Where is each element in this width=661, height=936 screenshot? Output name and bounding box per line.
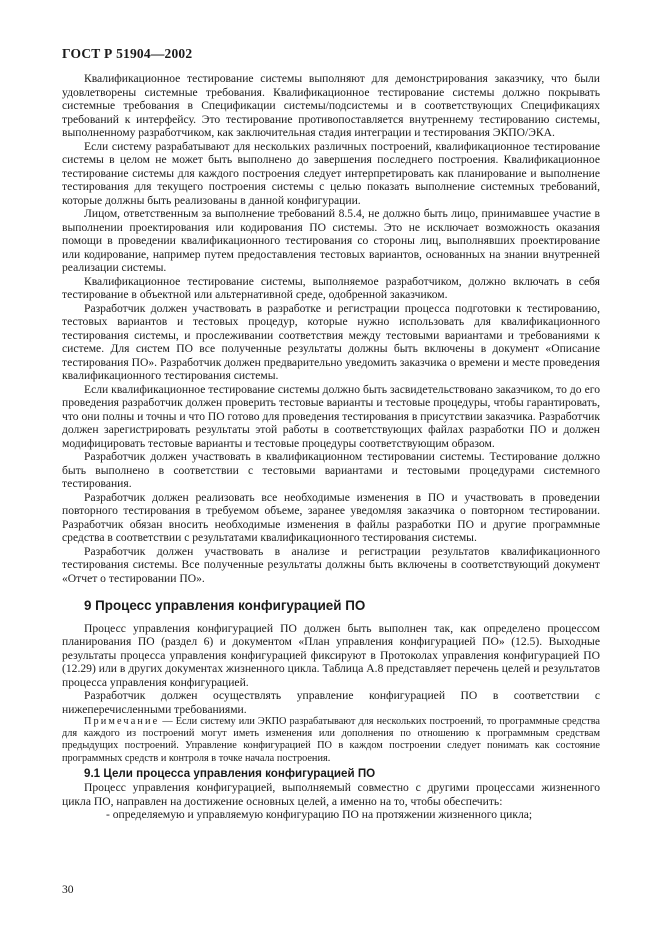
paragraph: Квалификационное тестирование системы выполняют для демонстрирования заказчику, что были удовлетворены системные требования. Квалификационное тестирование системы должно покрывать системные требования в Спецификации системы/подсистемы и в соответствующих Спецификациях требований к интерфейсу. Это тестирование противопоставляется внутреннему тестированию системы, выполненному разработчиком, как заключительная стадия интеграции и тестирования ЭКПО/ЭКА. [62,72,600,139]
paragraph: Разработчик должен участвовать в квалификационном тестировании системы. Тестирование должно быть выполнено в соответствии с тестовыми вариантами и тестовыми процедурами системного тестирования. [62,450,600,490]
paragraph: Процесс управления конфигурацией ПО должен быть выполнен так, как определено процессом планирования ПО (раздел 6) и документом «План управления конфигурацией ПО» (12.5). Выходные результаты процесса управления конфигурацией фиксируют в Протоколах управления конфигурацией ПО (12.29) или в других документах жизненного цикла. Таблица А.8 представляет перечень целей и результатов процесса управления конфигурацией. [62,621,600,689]
note-text: — Если систему или ЭКПО разрабатывают для нескольких построений, то программные средства для каждого из построений могут иметь изменения или дополнения по отношению к программным средствам предыдущих построений. Управление конфигурацией ПО в каждом построении следует понимать как состояние программных средств и контроля в точке начала построения. [62,716,600,764]
paragraph: Квалификационное тестирование системы, выполняемое разработчиком, должно включать в себя тестирование в объектной или альтернативной среде, одобренной заказчиком. [62,274,600,301]
section-heading: 9 Процесс управления конфигурацией ПО [84,598,366,613]
note-label: Примечание [84,716,160,727]
paragraph: Если систему разрабатывают для нескольких различных построений, квалификационное тестирование системы в целом не может быть выполнено до завершения последнего построения. Квалификационное тестирование системы для каждого построения следует интерпретировать как планирование и выполнение тестирования для текущего построения системы с целью показать выполнение системных требований, которые должны быть реализованы в данной конфигурации. [62,139,600,207]
paragraph: Лицом, ответственным за выполнение требований 8.5.4, не должно быть лицо, принимавшее участие в выполнении проектирования или кодирования ПО системы. Это не исключает возможность оказания помощи в проведении квалификационного тестирования со стороны лиц, выполнявших проектирование или кодирование, например путем предоставления тестовых вариантов, основанных на знании внутренней реализации системы. [62,207,600,274]
paragraph: Процесс управления конфигурацией, выполняемый совместно с другими процессами жизненного цикла ПО, направлен на достижение основных целей, а именно на то, чтобы обеспечить: [62,781,600,808]
paragraph: Разработчик должен осуществлять управление конфигурацией ПО в соответствии с нижеперечисленными требованиями. [62,689,600,716]
document-body [62,72,600,822]
list-item: - определяемую и управляемую конфигурацию ПО на протяжении жизненного цикла; [106,808,533,822]
note [62,716,600,765]
paragraph: Если квалификационное тестирование системы должно быть засвидетельствовано заказчиком, то до его проведения разработчик должен проверить тестовые варианты и тестовые процедуры, чтобы гарантировать, что они полны и точны и что ПО готово для проведения тестирования в присутствии заказчика. Разработчик должен зарегистрировать результаты этой работы в соответствующих файлах разработки ПО и должен модифицировать тестовые варианты и тестовые процедуры соответствующим образом. [62,382,600,450]
paragraph: Разработчик должен реализовать все необходимые изменения в ПО и участвовать в проведении повторного тестирования в требуемом объеме, заранее уведомляя заказчика о повторном тестировании. Разработчик обязан вносить необходимые изменения в файлы разработки ПО и другие программные средства в соответствии с результатами квалификационного тестирования системы. [62,490,600,544]
document-header: ГОСТ Р 51904—2002 [62,46,193,61]
paragraph: Разработчик должен участвовать в разработке и регистрации процесса подготовки к тестированию, тестовых вариантов и тестовых процедур, которые нужно использовать для квалификационного тестирования системы, и прослеживании соответствия между тестовыми вариантами и требованиями к системе. Для систем ПО все полученные результаты должны быть включены в документ «Описание тестирования ПО». Разработчик должен предварительно уведомить заказчика о времени и месте проведения квалификационного тестирования системы. [62,301,600,382]
page-number: 30 [62,883,74,896]
subsection-heading: 9.1 Цели процесса управления конфигурацией ПО [84,766,376,780]
paragraph: Разработчик должен участвовать в анализе и регистрации результатов квалификационного тестирования системы. Все полученные результаты должны быть включены в соответствующий документ «Отчет о тестировании ПО». [62,544,600,585]
